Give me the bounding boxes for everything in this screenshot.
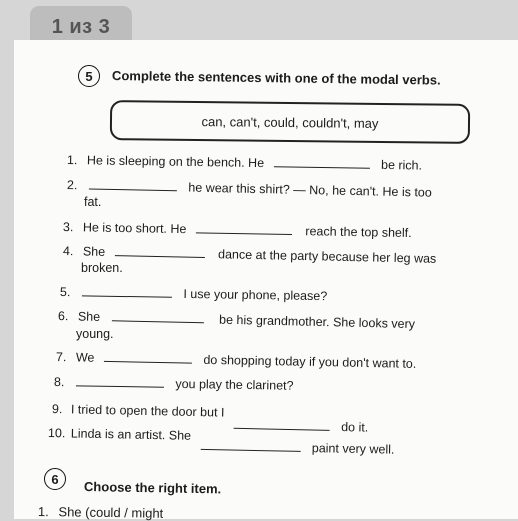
item-10-text-b: paint very well. — [311, 441, 395, 457]
page-counter-badge: 1 из 3 — [30, 6, 132, 48]
item-2-text-b: he wear this shirt? — No, he can't. He is too — [188, 180, 432, 200]
item-8-text-b: you play the clarinet? — [175, 376, 294, 393]
item-4-number: 4. — [62, 244, 74, 259]
item-2-continuation: fat. — [84, 195, 102, 209]
item-4-continuation: broken. — [81, 261, 123, 275]
item-6-number: 6. — [57, 309, 69, 324]
exercise-5-number: 5 — [78, 65, 100, 87]
item-10-number: 10. — [47, 426, 66, 441]
item-8-blank[interactable] — [76, 375, 164, 387]
item-8-number: 8. — [53, 375, 65, 390]
exercise-6-item-1-text: She (could / might — [58, 504, 164, 521]
item-2-blank[interactable] — [89, 178, 177, 191]
exercise-6-item-1 — [38, 504, 163, 521]
item-1-blank[interactable] — [274, 156, 370, 169]
item-7-text-a: We — [75, 350, 95, 365]
item-4-blank[interactable] — [115, 245, 205, 258]
exercise-6-item-1-number: 1. — [37, 504, 49, 520]
item-5-blank[interactable] — [82, 285, 172, 297]
exercise-6-title: Choose the right item. — [83, 479, 222, 497]
item-2-number: 2. — [66, 178, 78, 193]
item-7-blank[interactable] — [104, 351, 192, 364]
item-4-text-a: She — [82, 244, 106, 259]
item-3-text-a: He is too short. He — [82, 220, 187, 237]
item-5-text-b: I use your phone, please? — [183, 286, 328, 304]
item-6-blank[interactable] — [112, 310, 204, 323]
item-6-text-a: She — [77, 309, 101, 324]
item-10-blank[interactable] — [200, 439, 300, 452]
item-6-continuation: young. — [76, 327, 114, 341]
item-9-text-a: I tried to open the door but I — [70, 402, 225, 420]
item-10-text-a: Linda is an artist. She — [70, 426, 192, 443]
item-3-text-b: reach the top shelf. — [305, 224, 412, 241]
item-7-number: 7. — [55, 350, 67, 365]
item-4-text-b: dance at the party because her leg was — [217, 247, 437, 266]
modal-verbs-box — [110, 100, 470, 144]
item-3-number: 3. — [62, 220, 74, 235]
exercise-6-number: 6 — [44, 468, 66, 490]
item-9-text-b: do it. — [341, 420, 369, 435]
item-1-number: 1. — [66, 153, 78, 168]
item-5-number: 5. — [59, 285, 71, 300]
item-1-text-b: be rich. — [380, 157, 423, 173]
exercise-5-title: Complete the sentences with one of the modal verbs. — [111, 68, 441, 88]
item-7-text-b: do shopping today if you don't want to. — [203, 352, 417, 371]
item-9-number: 9. — [51, 402, 63, 417]
item-1-text-a: He is sleeping on the bench. He — [86, 153, 265, 171]
item-3-blank[interactable] — [196, 222, 292, 235]
modal-verbs-options: can, can't, could, couldn't, may — [201, 113, 379, 131]
item-6-text-b: be his grandmother. She looks very — [218, 312, 416, 332]
